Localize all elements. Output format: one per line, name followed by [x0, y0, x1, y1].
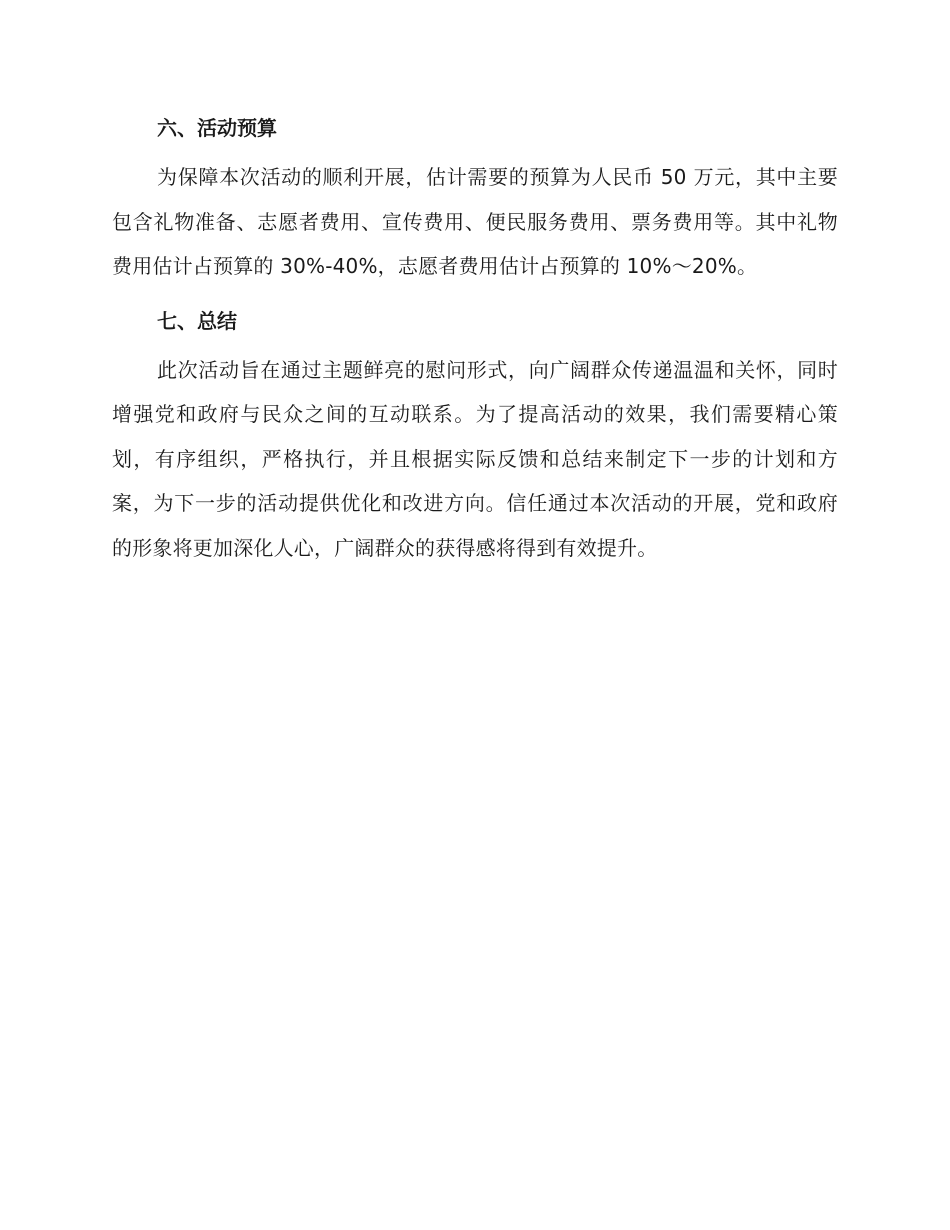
- document-page: [112, 108, 838, 570]
- section-summary: [112, 301, 838, 571]
- section-body-budget: 为保障本次活动的顺利开展，估计需要的预算为人民币 50 万元，其中主要包含礼物准备、志愿者费用、宣传费用、便民服务费用、票务费用等。其中礼物费用估计占预算的 30%-40%，志愿者费用估计占预算的 10%～20%。: [112, 165, 838, 278]
- section-budget: [112, 108, 838, 289]
- section-heading-summary: 七、总结: [157, 308, 237, 333]
- section-body-summary: 此次活动旨在通过主题鲜亮的慰问形式，向广阔群众传递温温和关怀，同时增强党和政府与民众之间的互动联系。为了提高活动的效果，我们需要精心策划，有序组织，严格执行，并且根据实际反馈和总结来制定下一步的计划和方案，为下一步的活动提供优化和改进方向。信任通过本次活动的开展，党和政府的形象将更加深化人心，广阔群众的获得感将得到有效提升。: [112, 357, 838, 560]
- section-heading-budget: 六、活动预算: [157, 116, 277, 140]
